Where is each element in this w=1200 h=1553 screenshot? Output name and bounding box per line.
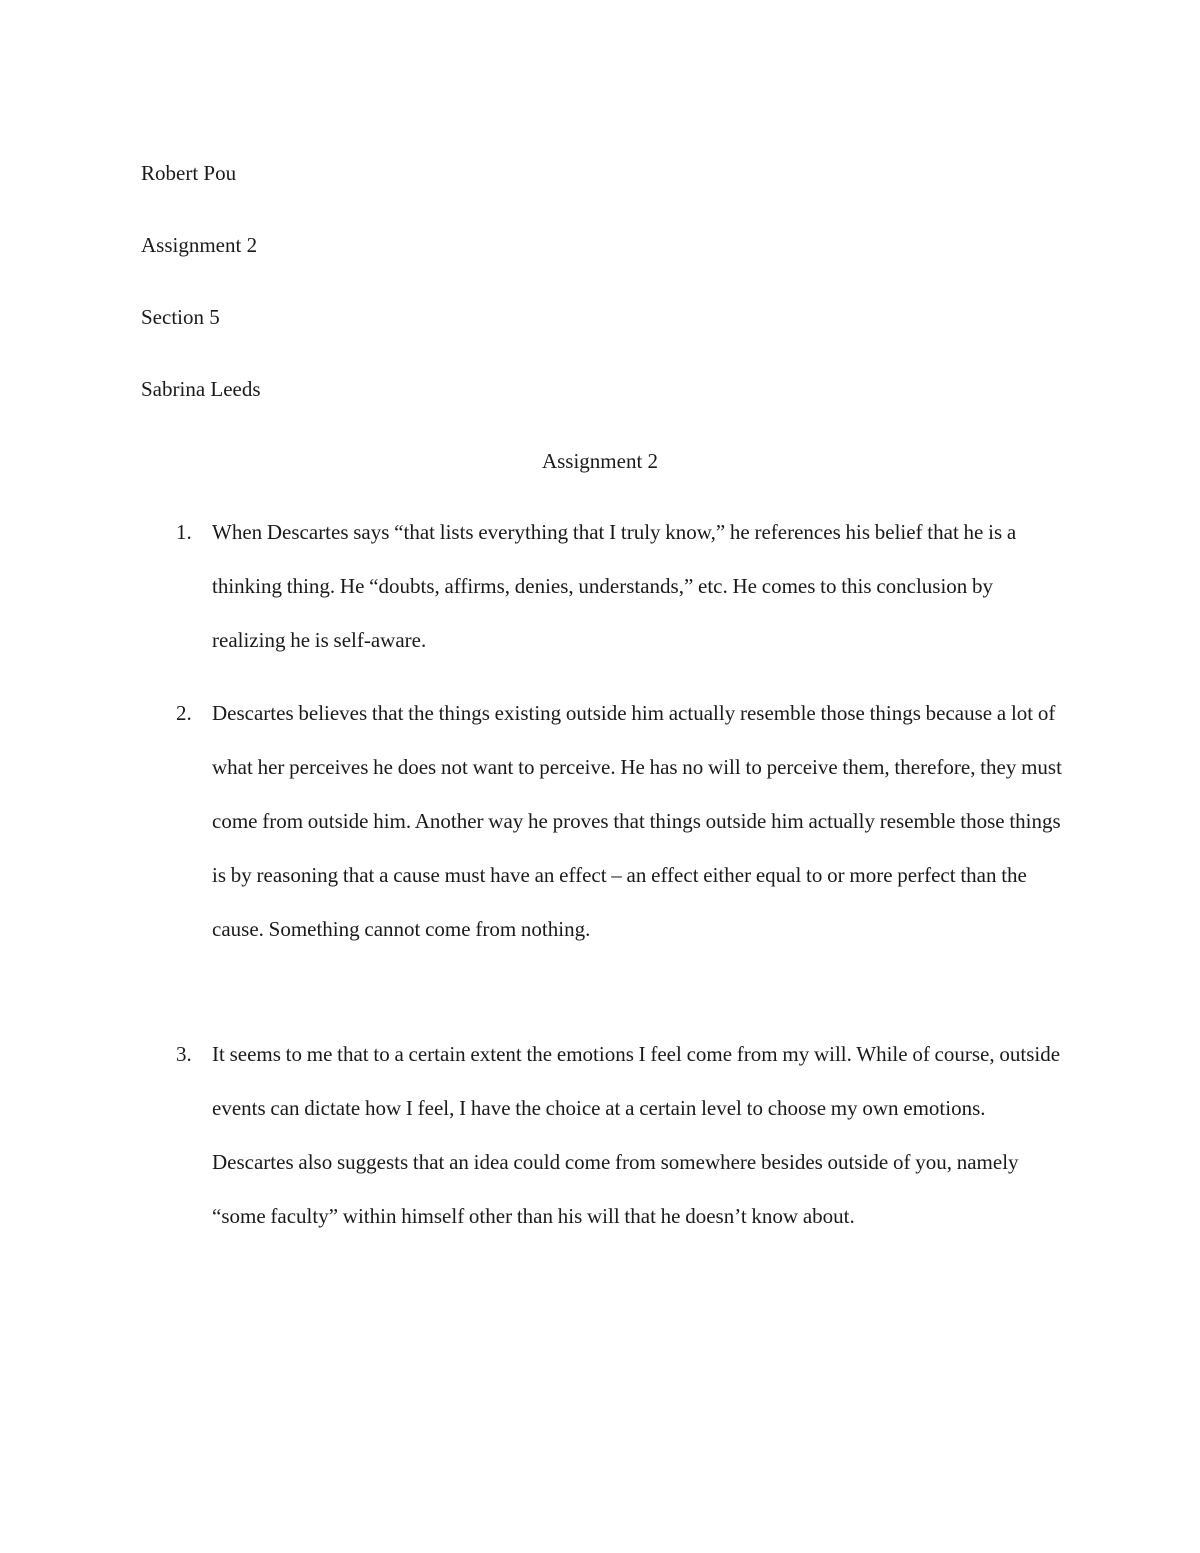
section-label: Section 5 bbox=[141, 305, 220, 329]
answer-text: When Descartes says “that lists everything that I truly know,” he references his belief that he is a thinking thing. He “doubts, affirms, denies, understands,” etc. He comes to this conclusion by realizing he is self-aware. bbox=[212, 520, 1017, 652]
student-name: Robert Pou bbox=[141, 161, 237, 185]
document-title: Assignment 2 bbox=[541, 449, 659, 473]
answer-number: 3. bbox=[176, 1042, 192, 1066]
answer-number: 2. bbox=[176, 701, 192, 725]
answer-text: Descartes believes that the things existing outside him actually resemble those things because a lot of what her perceives he does not want to perceive. He has no will to perceive them, therefore, they must come from outside him. Another way he proves that things outside him actually resemble those things is by reasoning that a cause must have an effect – an effect either equal to or more perfect than the cause. Something cannot come from nothing. bbox=[212, 701, 1062, 941]
assignment-label: Assignment 2 bbox=[141, 233, 258, 257]
answer-text: It seems to me that to a certain extent the emotions I feel come from my will. While of course, outside events can dictate how I feel, I have the choice at a certain level to choose my own emotions. Descartes also suggests that an idea could come from somewhere besides outside of you, namely “some faculty” within himself other than his will that he doesn’t know about. bbox=[212, 1042, 1061, 1228]
instructor-name: Sabrina Leeds bbox=[141, 377, 261, 401]
answer-number: 1. bbox=[176, 520, 192, 544]
